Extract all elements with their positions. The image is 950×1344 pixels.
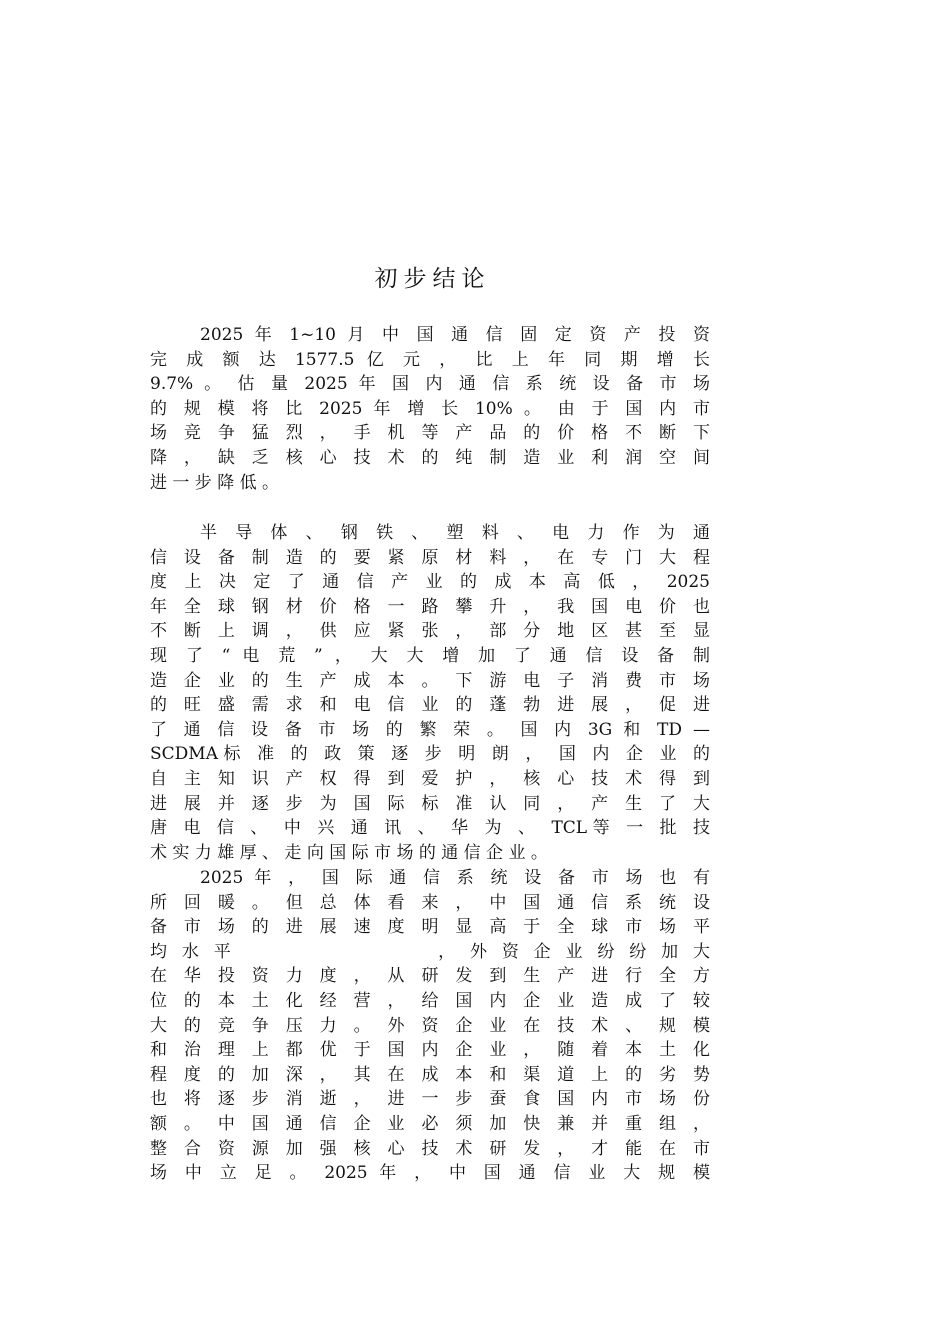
text-line: 均 水 平 ， 外 资 企 业 纷 纷 加 大 bbox=[150, 941, 710, 962]
text-line: 大 的 竞 争 压 力 。 外 资 企 业 在 技 术 、 规 模 bbox=[150, 1015, 710, 1036]
text-line: 造 企 业 的 生 产 成 本 。 下 游 电 子 消 费 市 场 bbox=[150, 670, 710, 691]
text-line: 唐 电 信 、 中 兴 通 讯 、 华 为 、 TCL等 一 批 技 bbox=[150, 818, 710, 839]
text-line: 进 展 并 逐 步 为 国 际 标 准 认 同 ， 产 生 了 大 bbox=[150, 793, 710, 814]
text-line: 场 中 立 足 。 2025 年 ， 中 国 通 信 业 大 规 模 bbox=[150, 1163, 710, 1184]
page-title: 初步结论 bbox=[374, 266, 491, 292]
text-line: 备 市 场 的 进 展 速 度 明 显 高 于 全 球 市 场 平 bbox=[150, 917, 710, 938]
text-line: 现 了 “ 电 荒 ” ， 大 大 增 加 了 通 信 设 备 制 bbox=[150, 645, 710, 666]
text-line: 位 的 本 土 化 经 营 ， 给 国 内 企 业 造 成 了 较 bbox=[150, 990, 710, 1011]
text-line: 额 。 中 国 通 信 企 业 必 须 加 快 兼 并 重 组 ， bbox=[150, 1113, 710, 1134]
text-line: 年 全 球 钢 材 价 格 一 路 攀 升 ， 我 国 电 价 也 bbox=[150, 596, 710, 617]
text-line: 降 ， 缺 乏 核 心 技 术 的 纯 制 造 业 利 润 空 间 bbox=[150, 447, 710, 468]
text-line: 所 回 暖 。 但 总 体 看 来 ， 中 国 通 信 系 统 设 bbox=[150, 892, 710, 913]
text-line: 2025 年 ， 国 际 通 信 系 统 设 备 市 场 也 有 bbox=[200, 868, 710, 888]
text-line: 进 一 步 降 低 。 bbox=[150, 472, 280, 493]
paragraph-3 bbox=[150, 866, 710, 1186]
text-line: SCDMA标 准 的 政 策 逐 步 明 朗 ， 国 内 企 业 的 bbox=[150, 744, 710, 765]
text-line: 9.7% 。 估 量 2025 年 国 内 通 信 系 统 设 备 市 场 bbox=[150, 374, 710, 395]
text-line: 度 上 决 定 了 通 信 产 业 的 成 本 高 低 ， 2025 bbox=[150, 572, 710, 593]
text-line: 信 设 备 制 造 的 要 紧 原 材 料 ， 在 专 门 大 程 bbox=[150, 547, 710, 568]
text-line: 场 竞 争 猛 烈 ， 手 机 等 产 品 的 价 格 不 断 下 bbox=[150, 423, 710, 444]
text-line: 也 将 逐 步 消 逝 ， 进 一 步 蚕 食 国 内 市 场 份 bbox=[150, 1089, 710, 1110]
text-line: 程 度 的 加 深 ， 其 在 成 本 和 渠 道 上 的 劣 势 bbox=[150, 1064, 710, 1085]
text-line: 自 主 知 识 产 权 得 到 爱 护 ， 核 心 技 术 得 到 bbox=[150, 768, 710, 789]
text-line: 半 导 体 、 钢 铁 、 塑 料 、 电 力 作 为 通 bbox=[200, 523, 710, 543]
text-line: 和 治 理 上 都 优 于 国 内 企 业 ， 随 着 本 土 化 bbox=[150, 1040, 710, 1061]
text-line: 的 规 模 将 比 2025 年 增 长 10% 。 由 于 国 内 市 bbox=[150, 398, 710, 419]
paragraph-2 bbox=[150, 521, 710, 865]
text-line: 术 实 力 雄 厚 、 走 向 国 际 市 场 的 通 信 企 业 。 bbox=[150, 842, 548, 863]
text-line: 2025 年 1~10 月 中 国 通 信 固 定 资 产 投 资 bbox=[200, 325, 710, 345]
text-line: 不 断 上 调 ， 供 应 紧 张 ， 部 分 地 区 甚 至 显 bbox=[150, 621, 710, 642]
text-line: 在 华 投 资 力 度 ， 从 研 发 到 生 产 进 行 全 方 bbox=[150, 966, 710, 987]
text-line: 完 成 额 达 1577.5 亿 元 ， 比 上 年 同 期 增 长 bbox=[150, 349, 710, 370]
text-line: 了 通 信 设 备 市 场 的 繁 荣 。 国 内 3G 和 TD — bbox=[150, 719, 710, 740]
text-line: 整 合 资 源 加 强 核 心 技 术 研 发 ， 才 能 在 市 bbox=[150, 1138, 710, 1159]
paragraph-1 bbox=[150, 323, 710, 495]
text-line: 的 旺 盛 需 求 和 电 信 业 的 蓬 勃 进 展 ， 促 进 bbox=[150, 695, 710, 716]
